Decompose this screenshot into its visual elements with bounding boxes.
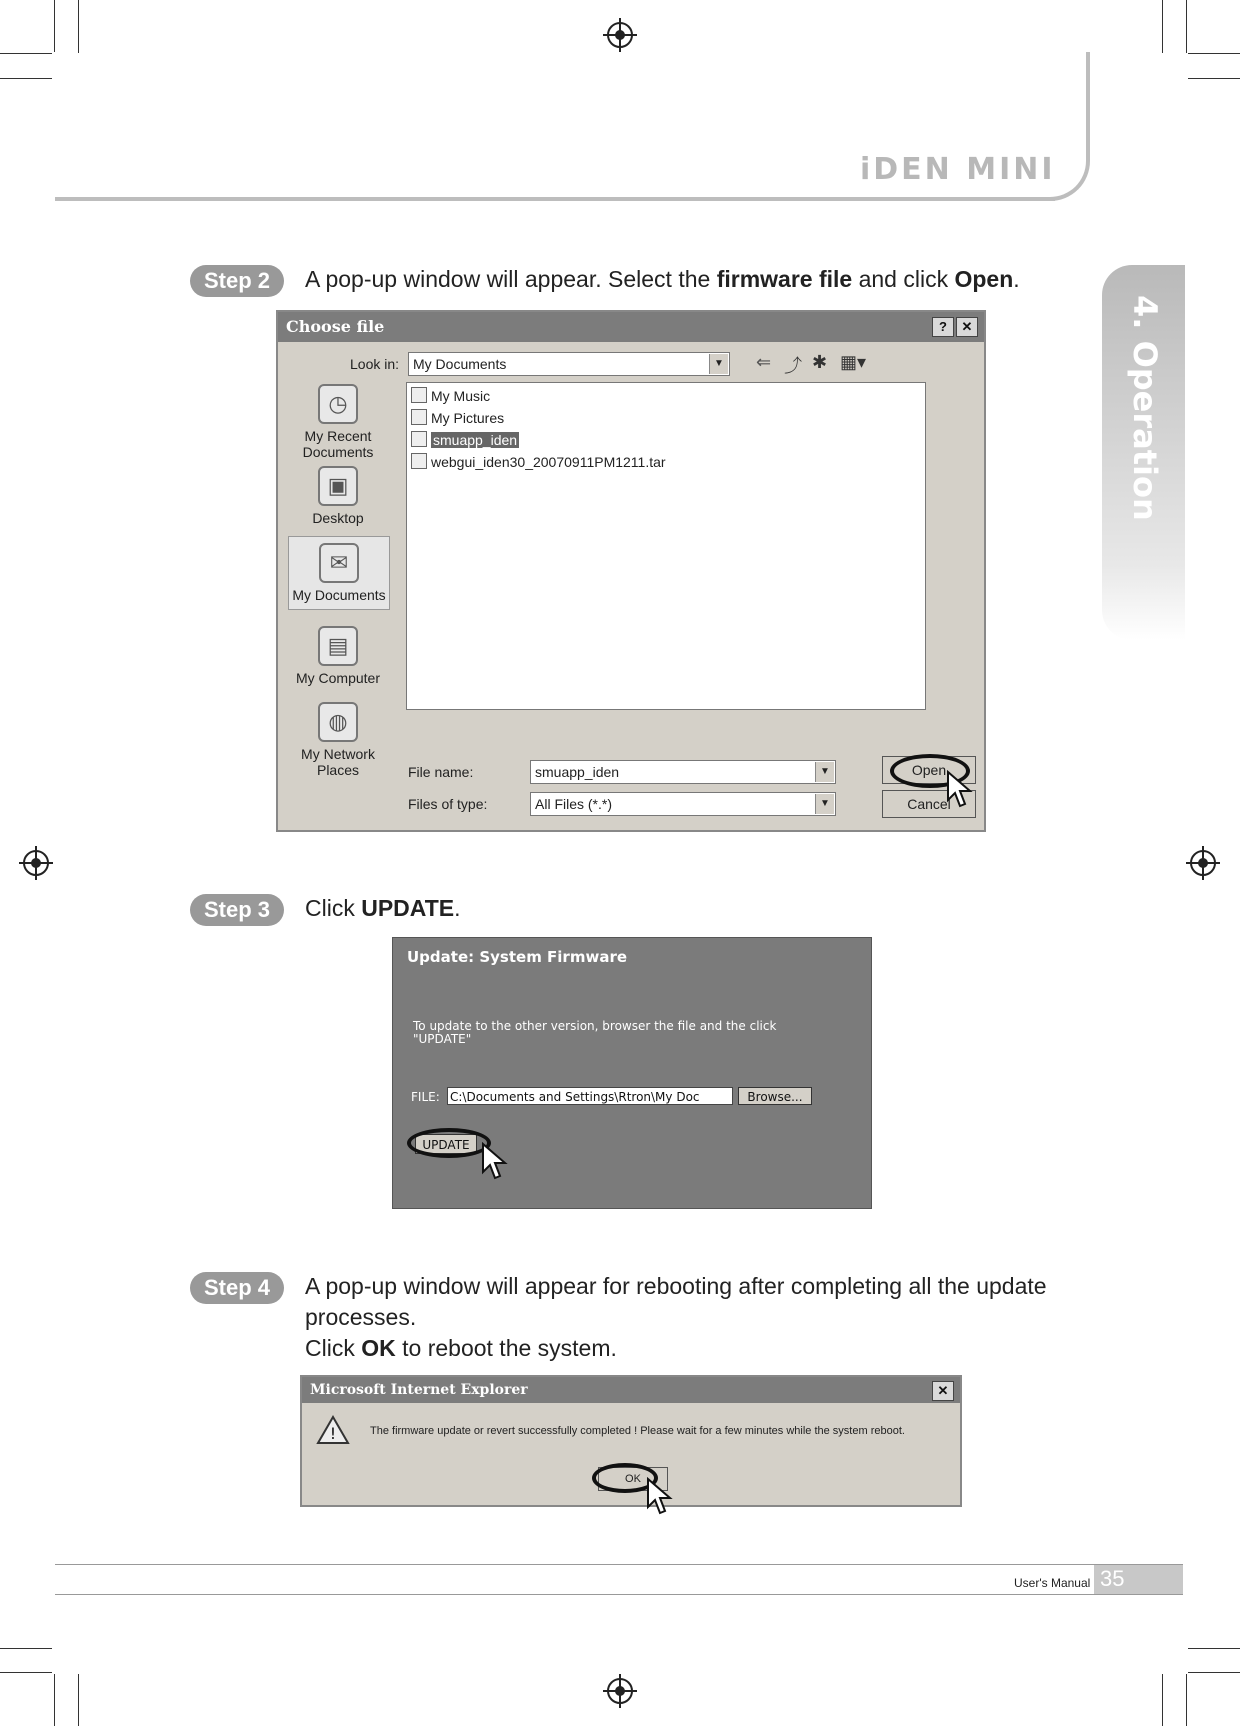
registration-mark	[607, 1678, 633, 1704]
file-name: My Music	[431, 388, 491, 404]
registration-mark	[607, 22, 633, 48]
dialog-title-bar	[278, 312, 984, 342]
step4-text	[305, 1271, 1105, 1364]
folder-icon: ✉	[319, 543, 359, 583]
step2-text-part: A pop-up window will appear. Select the	[305, 266, 717, 292]
file-type-select[interactable]	[530, 792, 836, 816]
svg-text:!: !	[329, 1424, 337, 1443]
crop-mark	[1162, 0, 1163, 53]
crop-mark	[78, 0, 79, 53]
step4-line2: processes.	[305, 1304, 417, 1330]
place-desktop[interactable]	[288, 466, 388, 526]
up-folder-icon[interactable]: ⤴	[784, 356, 802, 376]
footer-rule	[55, 1594, 1183, 1595]
crop-mark	[78, 1674, 79, 1726]
crop-mark	[54, 1674, 55, 1726]
ie-dialog-title: Microsoft Internet Explorer	[310, 1382, 528, 1398]
update-panel	[392, 937, 872, 1209]
file-item[interactable]	[411, 409, 504, 427]
crop-mark	[1162, 1674, 1163, 1726]
choose-file-dialog	[276, 310, 986, 832]
file-name: My Pictures	[431, 410, 505, 426]
header-rule	[55, 197, 1055, 201]
step2-text	[305, 264, 1020, 295]
chapter-tab-label: 4. Operation	[1126, 295, 1164, 521]
file-item-selected[interactable]	[411, 431, 519, 449]
step2-bold-open: Open	[954, 266, 1014, 292]
place-my-recent-documents[interactable]	[288, 384, 388, 460]
step2-text-part: .	[1013, 266, 1020, 292]
registration-mark	[1190, 850, 1216, 876]
ie-title-bar	[302, 1377, 960, 1403]
cursor-arrow-icon	[946, 770, 974, 810]
step3-text-part: .	[454, 895, 461, 921]
place-my-documents[interactable]	[288, 536, 390, 610]
folder-icon	[411, 387, 427, 403]
place-my-network-places[interactable]	[288, 702, 388, 778]
chevron-down-icon: ▼	[815, 762, 834, 782]
place-my-computer[interactable]	[288, 626, 388, 686]
help-button[interactable]: ?	[932, 317, 954, 337]
file-type-label: Files of type:	[408, 796, 488, 812]
place-label: My Network Places	[301, 746, 375, 778]
step4-line3	[305, 1333, 1105, 1364]
step2-text-part: and click	[852, 266, 955, 292]
desktop-icon: ▣	[318, 466, 358, 506]
manual-label: User's Manual	[1014, 1576, 1091, 1590]
file-item[interactable]	[411, 387, 490, 405]
crop-mark	[54, 0, 55, 52]
step4-text-part: Click	[305, 1335, 362, 1361]
file-name: webgui_iden30_20070911PM1211.tar	[431, 454, 666, 470]
crop-mark	[1186, 0, 1187, 53]
dialog-title: Choose file	[286, 317, 385, 336]
step4-badge: Step 4	[190, 1272, 284, 1304]
step3-badge: Step 3	[190, 894, 284, 926]
ok-button[interactable]: OK	[598, 1467, 668, 1491]
file-name-value: smuapp_iden	[535, 764, 620, 780]
network-icon: ◍	[318, 702, 358, 742]
file-icon	[411, 453, 427, 469]
browse-button[interactable]: Browse...	[738, 1087, 812, 1105]
crop-mark	[1188, 1672, 1240, 1673]
crop-mark	[0, 53, 52, 54]
computer-icon: ▤	[318, 626, 358, 666]
crop-mark	[1188, 53, 1240, 54]
file-name-label: File name:	[408, 764, 474, 780]
brand-title: iDEN MINI	[860, 152, 1056, 187]
update-instruction: To update to the other version, browser the file and the click "UPDATE"	[413, 1019, 777, 1046]
registration-mark	[23, 850, 49, 876]
look-in-value: My Documents	[413, 356, 507, 372]
update-panel-title: Update: System Firmware	[407, 948, 628, 966]
footer-rule	[55, 1564, 1183, 1565]
chapter-tab	[1102, 265, 1185, 640]
warning-icon	[316, 1415, 350, 1445]
look-in-select[interactable]	[408, 352, 730, 376]
view-menu-icon[interactable]: ▦▾	[840, 352, 867, 372]
step2-badge: Step 2	[190, 265, 284, 297]
crop-mark	[1188, 1648, 1240, 1649]
close-button[interactable]: ✕	[932, 1381, 954, 1401]
open-button[interactable]: Open	[882, 756, 976, 784]
close-button[interactable]: ✕	[956, 317, 978, 337]
folder-icon	[411, 409, 427, 425]
step3-text-part: Click	[305, 895, 362, 921]
file-name-input[interactable]	[530, 760, 836, 784]
look-in-label: Look in:	[350, 356, 400, 372]
step4-line1: A pop-up window will appear for rebooting after completing all the update	[305, 1273, 1047, 1299]
crop-mark	[1188, 78, 1240, 79]
update-button[interactable]: UPDATE	[415, 1134, 477, 1154]
file-item[interactable]	[411, 453, 666, 471]
cursor-arrow-icon	[481, 1142, 509, 1182]
chevron-down-icon: ▼	[815, 794, 834, 814]
place-label: My Recent Documents	[302, 428, 374, 460]
crop-mark	[1186, 1674, 1187, 1726]
cursor-arrow-icon	[646, 1477, 674, 1517]
file-type-value: All Files (*.*)	[535, 796, 613, 812]
file-path-input[interactable]: C:\Documents and Settings\Rtron\My Doc	[447, 1087, 733, 1105]
file-list	[406, 382, 926, 710]
back-icon[interactable]: ⇐	[756, 352, 772, 372]
step4-text-part: to reboot the system.	[395, 1335, 617, 1361]
file-label: FILE:	[411, 1090, 440, 1104]
ie-message: The firmware update or revert successfully completed ! Please wait for a few minutes while the system reboot.	[370, 1425, 905, 1437]
place-label: My Computer	[295, 670, 381, 686]
step4-bold-ok: OK	[361, 1335, 396, 1361]
file-icon	[411, 431, 427, 447]
new-folder-icon[interactable]: ✱	[812, 352, 828, 372]
cancel-button[interactable]: Cancel	[882, 790, 976, 818]
step3-text	[305, 893, 460, 924]
page-number: 35	[1100, 1566, 1125, 1591]
highlight-oval	[407, 1128, 491, 1158]
place-label: My Documents	[292, 587, 386, 603]
step2-bold-firmware: firmware file	[716, 266, 853, 292]
ie-dialog	[300, 1375, 962, 1507]
clock-icon: ◷	[318, 384, 358, 424]
place-label: Desktop	[312, 510, 364, 526]
crop-mark	[0, 1672, 52, 1673]
step3-bold-update: UPDATE	[361, 895, 455, 921]
crop-mark	[0, 1648, 52, 1649]
file-name: smuapp_iden	[433, 432, 518, 448]
crop-mark	[0, 78, 52, 79]
chevron-down-icon: ▼	[709, 354, 728, 374]
